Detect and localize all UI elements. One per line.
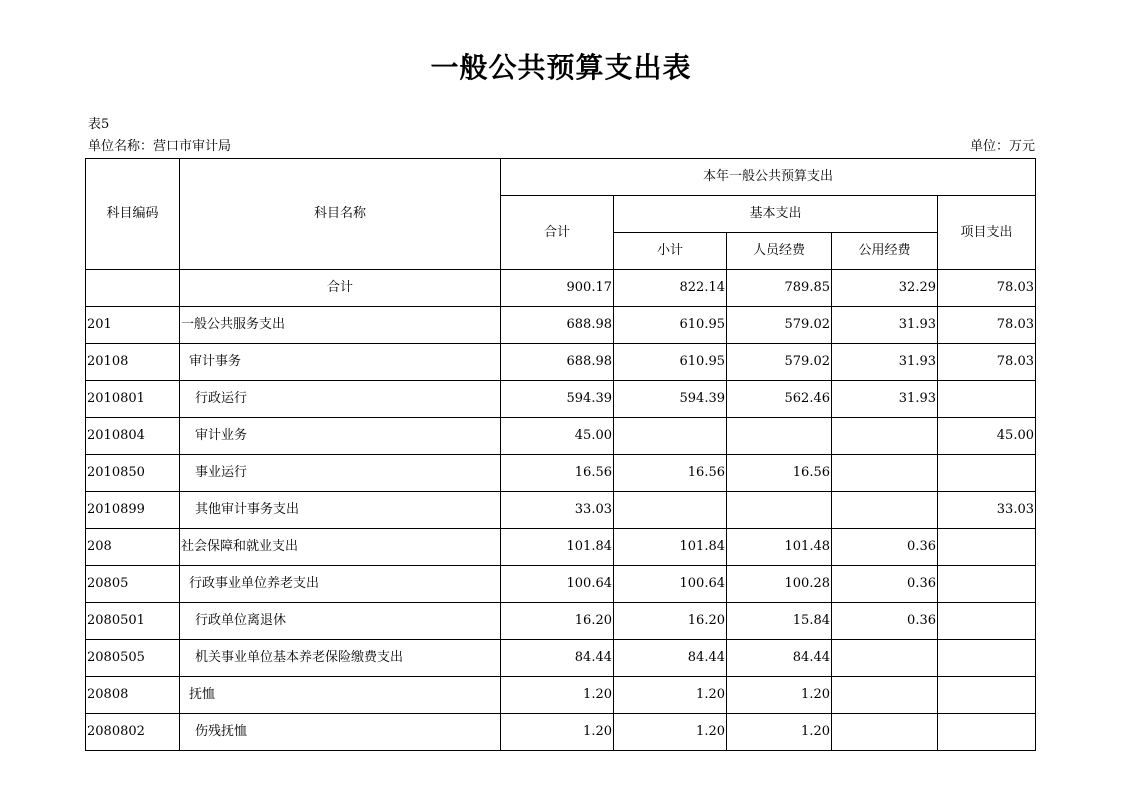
- table-row: [86, 381, 1036, 418]
- cell-code: 201: [86, 307, 180, 344]
- cell-subtotal: 84.44: [614, 640, 727, 677]
- cell-subtotal: 101.84: [614, 529, 727, 566]
- cell-name: 社会保障和就业支出: [180, 529, 501, 566]
- cell-subtotal: [614, 492, 727, 529]
- table-row: [86, 714, 1036, 751]
- cell-name: 合计: [180, 270, 501, 307]
- table-row: [86, 640, 1036, 677]
- cell-subtotal: 822.14: [614, 270, 727, 307]
- cell-name: 伤残抚恤: [180, 714, 501, 751]
- cell-subtotal: 1.20: [614, 714, 727, 751]
- table-row: [86, 307, 1036, 344]
- cell-name: 一般公共服务支出: [180, 307, 501, 344]
- cell-code: 20108: [86, 344, 180, 381]
- cell-subtotal: 610.95: [614, 307, 727, 344]
- cell-public: 31.93: [832, 381, 938, 418]
- cell-public: 0.36: [832, 603, 938, 640]
- cell-name: 行政运行: [180, 381, 501, 418]
- header-basic: 基本支出: [614, 196, 938, 233]
- cell-name: 行政单位离退休: [180, 603, 501, 640]
- cell-personnel: 562.46: [727, 381, 832, 418]
- cell-code: 2010899: [86, 492, 180, 529]
- table-row: [86, 492, 1036, 529]
- cell-code: 2080802: [86, 714, 180, 751]
- cell-name: 事业运行: [180, 455, 501, 492]
- cell-code: [86, 270, 180, 307]
- cell-public: 32.29: [832, 270, 938, 307]
- cell-public: 31.93: [832, 307, 938, 344]
- table-row: [86, 344, 1036, 381]
- table-row: [86, 566, 1036, 603]
- cell-name: 审计业务: [180, 418, 501, 455]
- table-row: [86, 677, 1036, 714]
- cell-project: 45.00: [938, 418, 1036, 455]
- header-total: 合计: [501, 196, 614, 270]
- cell-code: 2010804: [86, 418, 180, 455]
- cell-public: [832, 640, 938, 677]
- table-number: 表5: [88, 117, 110, 132]
- cell-subtotal: 594.39: [614, 381, 727, 418]
- cell-subtotal: 100.64: [614, 566, 727, 603]
- cell-personnel: [727, 492, 832, 529]
- cell-project: [938, 381, 1036, 418]
- header-personnel: 人员经费: [727, 233, 832, 270]
- cell-project: [938, 603, 1036, 640]
- cell-public: [832, 714, 938, 751]
- cell-name: 审计事务: [180, 344, 501, 381]
- table-body: [86, 159, 1036, 751]
- cell-subtotal: 610.95: [614, 344, 727, 381]
- cell-code: 2010801: [86, 381, 180, 418]
- cell-project: 33.03: [938, 492, 1036, 529]
- cell-personnel: 84.44: [727, 640, 832, 677]
- cell-total: 688.98: [501, 344, 614, 381]
- cell-total: 84.44: [501, 640, 614, 677]
- cell-personnel: 15.84: [727, 603, 832, 640]
- cell-personnel: 1.20: [727, 714, 832, 751]
- cell-code: 2010850: [86, 455, 180, 492]
- cell-total: 16.20: [501, 603, 614, 640]
- cell-subtotal: [614, 418, 727, 455]
- header-code: 科目编码: [86, 159, 180, 270]
- cell-project: 78.03: [938, 270, 1036, 307]
- cell-total: 1.20: [501, 714, 614, 751]
- cell-project: [938, 455, 1036, 492]
- cell-public: [832, 492, 938, 529]
- page-title: 一般公共预算支出表: [430, 51, 692, 84]
- header-name: 科目名称: [180, 159, 501, 270]
- cell-personnel: 579.02: [727, 307, 832, 344]
- cell-subtotal: 16.20: [614, 603, 727, 640]
- cell-code: 208: [86, 529, 180, 566]
- cell-personnel: 579.02: [727, 344, 832, 381]
- cell-code: 20805: [86, 566, 180, 603]
- cell-project: [938, 566, 1036, 603]
- cell-total: 16.56: [501, 455, 614, 492]
- cell-total: 45.00: [501, 418, 614, 455]
- cell-project: [938, 640, 1036, 677]
- cell-code: 2080501: [86, 603, 180, 640]
- cell-public: 0.36: [832, 566, 938, 603]
- header-project: 项目支出: [938, 196, 1036, 270]
- cell-project: [938, 529, 1036, 566]
- cell-personnel: 101.48: [727, 529, 832, 566]
- cell-total: 33.03: [501, 492, 614, 529]
- cell-project: [938, 714, 1036, 751]
- cell-total: 900.17: [501, 270, 614, 307]
- cell-subtotal: 16.56: [614, 455, 727, 492]
- cell-total: 101.84: [501, 529, 614, 566]
- cell-public: 0.36: [832, 529, 938, 566]
- cell-subtotal: 1.20: [614, 677, 727, 714]
- expenditure-table: [85, 158, 1036, 751]
- table-row: [86, 270, 1036, 307]
- cell-name: 其他审计事务支出: [180, 492, 501, 529]
- cell-public: [832, 677, 938, 714]
- cell-name: 机关事业单位基本养老保险缴费支出: [180, 640, 501, 677]
- cell-project: 78.03: [938, 307, 1036, 344]
- unit-label: 单位：万元: [969, 139, 1035, 154]
- cell-personnel: 100.28: [727, 566, 832, 603]
- cell-total: 100.64: [501, 566, 614, 603]
- table-row: [86, 455, 1036, 492]
- unit-name: 单位名称：营口市审计局: [88, 139, 232, 154]
- cell-project: [938, 677, 1036, 714]
- cell-code: 20808: [86, 677, 180, 714]
- cell-total: 1.20: [501, 677, 614, 714]
- header-group: 本年一般公共预算支出: [501, 159, 1036, 196]
- cell-public: [832, 455, 938, 492]
- cell-personnel: 1.20: [727, 677, 832, 714]
- table-row: [86, 603, 1036, 640]
- cell-personnel: 789.85: [727, 270, 832, 307]
- header-subtotal: 小计: [614, 233, 727, 270]
- cell-total: 594.39: [501, 381, 614, 418]
- cell-public: 31.93: [832, 344, 938, 381]
- cell-personnel: [727, 418, 832, 455]
- cell-name: 抚恤: [180, 677, 501, 714]
- table-row: [86, 418, 1036, 455]
- cell-project: 78.03: [938, 344, 1036, 381]
- cell-code: 2080505: [86, 640, 180, 677]
- cell-name: 行政事业单位养老支出: [180, 566, 501, 603]
- cell-public: [832, 418, 938, 455]
- table-row: [86, 529, 1036, 566]
- header-row-1: [86, 159, 1036, 196]
- cell-total: 688.98: [501, 307, 614, 344]
- header-public: 公用经费: [832, 233, 938, 270]
- cell-personnel: 16.56: [727, 455, 832, 492]
